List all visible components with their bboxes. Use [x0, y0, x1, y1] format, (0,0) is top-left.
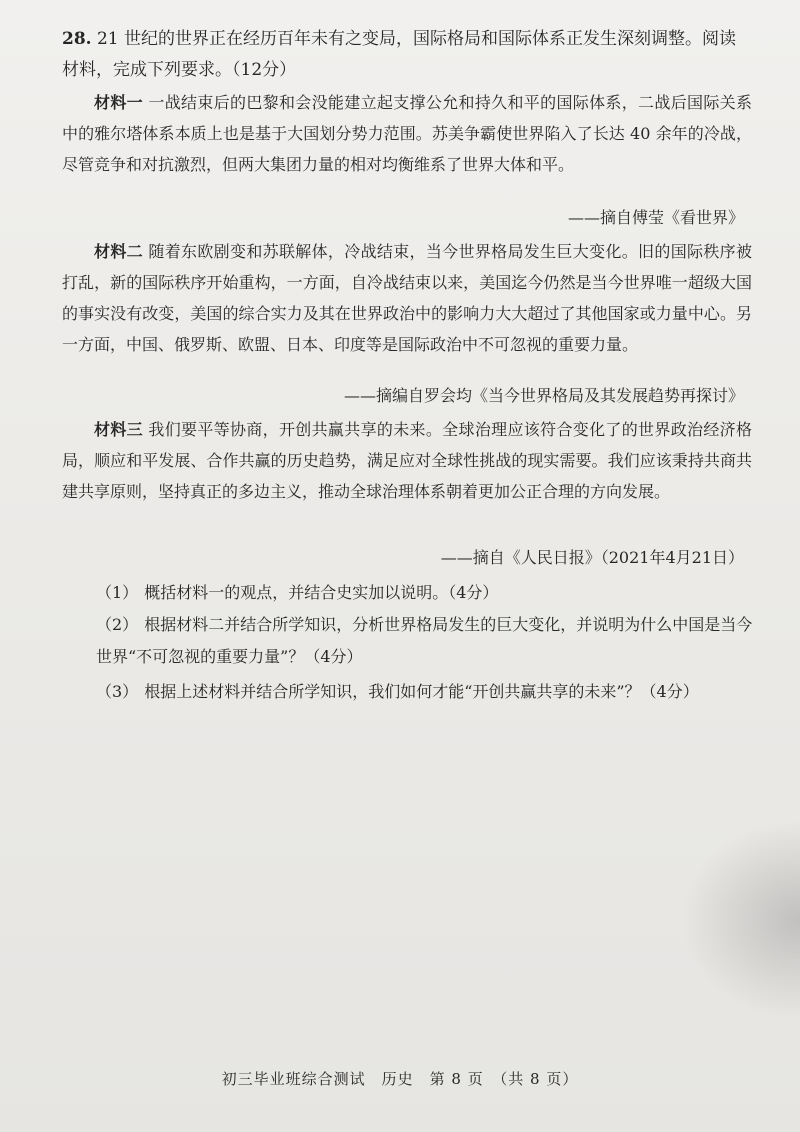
- material-1: [62, 87, 752, 180]
- material-1-text: 一战结束后的巴黎和会没能建立起支撑公允和持久和平的国际体系，二战后国际关系中的雅尔塔体系本质上也是基于大国划分势力范围。苏美争霸使世界陷入了长达 40 余年的冷战，尽管竞争和对抗激烈，但两大集团力量的相对均衡维系了世界大体和平。: [62, 93, 752, 174]
- material-2-source: ——摘编自罗会均《当今世界格局及其发展趋势再探讨》: [343, 386, 744, 405]
- material-3-label: 材料三: [94, 420, 143, 439]
- sub-question-3-label: （3）: [96, 682, 139, 701]
- question-number: 28.: [62, 29, 92, 49]
- sub-question-2-label: （2）: [96, 615, 139, 634]
- material-1-label: 材料一: [94, 93, 143, 112]
- page-footer: 初三毕业班综合测试 历史 第 8 页 （共 8 页）: [221, 1070, 579, 1088]
- sub-question-1: [96, 577, 756, 609]
- material-2-text: 随着东欧剧变和苏联解体，冷战结束，当今世界格局发生巨大变化。旧的国际秩序被打乱，新的国际秩序开始重构，一方面，自冷战结束以来，美国迄今仍然是当今世界唯一超级大国的事实没有改变，美国的综合实力及其在世界政治中的影响力大大超过了其他国家或力量中心。另一方面，中国、俄罗斯、欧盟、日本、印度等是国际政治中不可忽视的重要力量。: [62, 242, 752, 354]
- page-shadow: [680, 820, 800, 1020]
- sub-question-1-text: 概括材料一的观点，并结合史实加以说明。（4分）: [144, 583, 499, 602]
- question-header: [62, 24, 752, 86]
- sub-question-3: [96, 676, 756, 708]
- sub-question-2-text: 根据材料二并结合所学知识，分析世界格局发生的巨大变化，并说明为什么中国是当今世界“不可忽视的重要力量”？（4分）: [96, 615, 753, 666]
- sub-question-2: [96, 609, 756, 673]
- material-3-text: 我们要平等协商，开创共赢共享的未来。全球治理应该符合变化了的世界政治经济格局，顺应和平发展、合作共赢的历史趋势，满足应对全球性挑战的现实需要。我们应该秉持共商共建共享原则，坚持真正的多边主义，推动全球治理体系朝着更加公正合理的方向发展。: [62, 420, 752, 501]
- sub-question-1-label: （1）: [96, 583, 139, 602]
- material-3-source: ——摘自《人民日报》（2021年4月21日）: [440, 548, 744, 567]
- question-prompt: 21 世纪的世界正在经历百年未有之变局，国际格局和国际体系正发生深刻调整。阅读材料，完成下列要求。（12分）: [62, 29, 737, 80]
- sub-question-3-text: 根据上述材料并结合所学知识，我们如何才能“开创共赢共享的未来”？（4分）: [144, 682, 699, 701]
- material-3: [62, 414, 752, 507]
- material-2: [62, 236, 752, 360]
- material-1-source: ——摘自傅莹《看世界》: [567, 208, 744, 227]
- material-2-label: 材料二: [94, 242, 143, 261]
